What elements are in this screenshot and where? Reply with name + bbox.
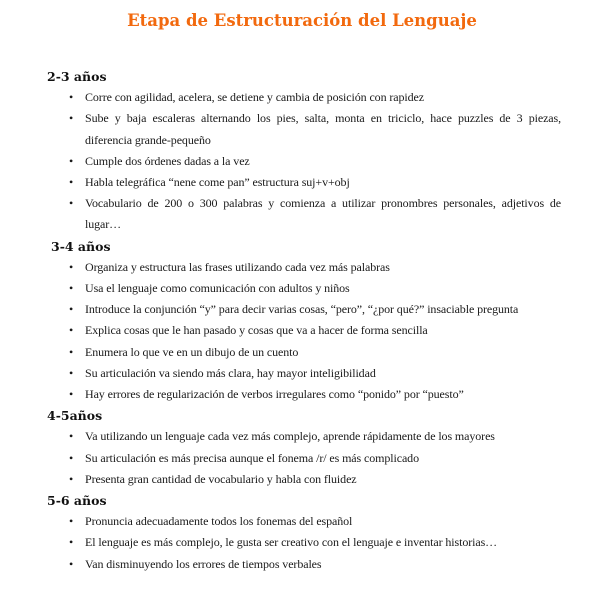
- section-age-5-6: [47, 490, 557, 575]
- list-item-text: Presenta gran cantidad de vocabulario y habla con fluidez: [85, 471, 357, 486]
- section-age-3-4: [47, 236, 557, 406]
- list-item-text: Corre con agilidad, acelera, se detiene y cambia de posición con rapidez: [85, 90, 424, 105]
- list-item-text: Enumera lo que ve en un dibujo de un cuento: [85, 344, 299, 359]
- bullet-icon: •: [69, 111, 74, 126]
- list-item: [69, 532, 561, 553]
- bullet-icon: •: [69, 535, 74, 550]
- bullet-icon: •: [69, 344, 74, 359]
- bullet-list: [47, 426, 557, 490]
- list-item: [69, 257, 561, 278]
- bullet-list: [47, 511, 557, 575]
- sections-container: [47, 66, 561, 575]
- bullet-icon: •: [69, 365, 74, 380]
- bullet-icon: •: [69, 387, 74, 402]
- list-item-text: Explica cosas que le han pasado y cosas que va a hacer de forma sencilla: [85, 323, 428, 338]
- list-item-text: Habla telegráfica “nene come pan” estructura suj+v+obj: [85, 175, 350, 190]
- list-item-text: El lenguaje es más complejo, le gusta ser creativo con el lenguaje e inventar historias…: [85, 535, 498, 550]
- bullet-icon: •: [69, 514, 74, 529]
- list-item: [69, 172, 561, 193]
- section-age-4-5: [47, 405, 557, 490]
- section-heading: 4-5años: [47, 408, 103, 424]
- list-item-text: Introduce la conjunción “y” para decir varias cosas, “pero”, “¿por qué?” insaciable pregunta: [85, 302, 519, 317]
- bullet-icon: •: [69, 323, 74, 338]
- list-item: [69, 426, 561, 447]
- list-item: [69, 108, 561, 150]
- list-item-text: Cumple dos órdenes dadas a la vez: [85, 153, 250, 168]
- list-item-text: Va utilizando un lenguaje cada vez más complejo, aprende rápidamente de los mayores: [85, 429, 495, 444]
- list-item-text: Su articulación va siendo más clara, hay mayor inteligibilidad: [85, 365, 376, 380]
- list-item: [69, 554, 561, 575]
- section-age-2-3: [47, 66, 561, 236]
- list-item-text: Sube y baja escaleras alternando los pies, salta, monta en triciclo, hace puzzles de 3 piezas, diferencia grande-pequeño: [85, 111, 561, 147]
- list-item: [69, 363, 561, 384]
- list-item-text: Van disminuyendo los errores de tiempos verbales: [85, 556, 322, 571]
- list-item: [69, 448, 561, 469]
- list-item-text: Hay errores de regularización de verbos irregulares como “ponido” por “puesto”: [85, 387, 464, 402]
- list-item-text: Usa el lenguaje como comunicación con adultos y niños: [85, 281, 350, 296]
- list-item: [69, 87, 561, 108]
- list-item: [69, 151, 561, 172]
- list-item: [69, 511, 561, 532]
- list-item-text: Organiza y estructura las frases utilizando cada vez más palabras: [85, 259, 390, 274]
- list-item: [69, 320, 561, 341]
- bullet-icon: •: [69, 90, 74, 105]
- list-item: [69, 278, 561, 299]
- list-item: [69, 384, 561, 405]
- list-item: [69, 299, 561, 320]
- bullet-icon: •: [69, 471, 74, 486]
- bullet-icon: •: [69, 153, 74, 168]
- bullet-list: [47, 87, 561, 235]
- bullet-icon: •: [69, 429, 74, 444]
- list-item-text: Su articulación es más precisa aunque el fonema /r/ es más complicado: [85, 450, 419, 465]
- bullet-icon: •: [69, 450, 74, 465]
- bullet-icon: •: [69, 281, 74, 296]
- list-item-text: Pronuncia adecuadamente todos los fonemas del español: [85, 514, 353, 529]
- section-heading: 3-4 años: [51, 238, 111, 254]
- bullet-icon: •: [69, 302, 74, 317]
- section-heading: 2-3 años: [47, 69, 107, 84]
- list-item: [69, 469, 561, 490]
- page-title: Etapa de Estructuración del Lenguaje: [127, 11, 477, 30]
- bullet-icon: •: [69, 175, 74, 190]
- section-heading: 5-6 años: [47, 493, 107, 509]
- list-item: [69, 193, 561, 235]
- list-item-text: Vocabulario de 200 o 300 palabras y comienza a utilizar pronombres personales, adjetivos de lugar…: [85, 196, 561, 232]
- bullet-list: [47, 257, 557, 405]
- bullet-icon: •: [69, 259, 74, 274]
- list-item: [69, 342, 561, 363]
- bullet-icon: •: [69, 196, 74, 211]
- bullet-icon: •: [69, 556, 74, 571]
